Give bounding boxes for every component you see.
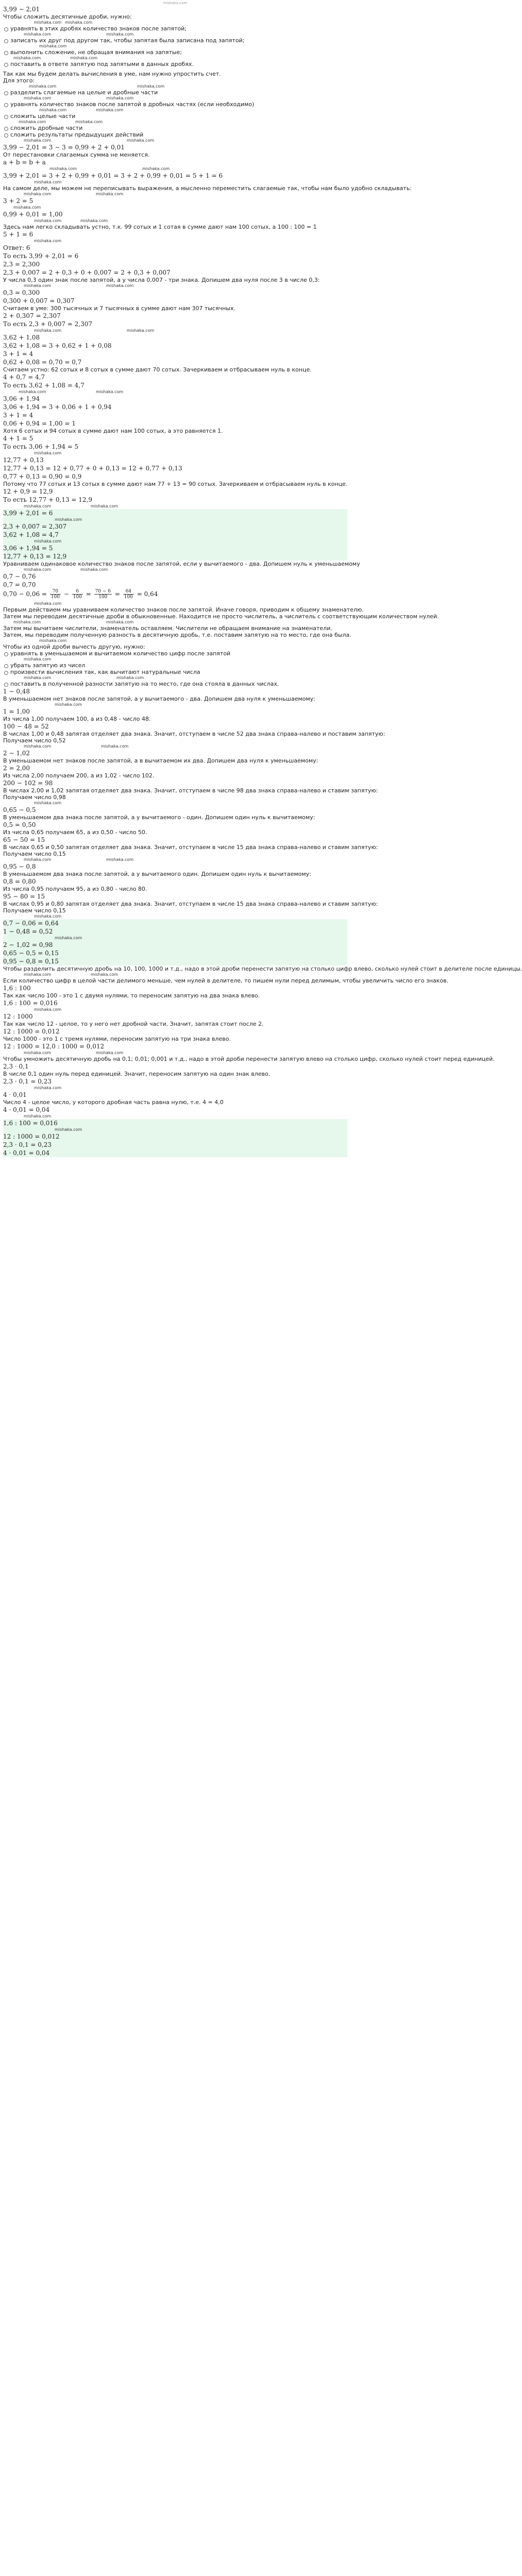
watermark: mishaka.com: [65, 20, 93, 25]
list-item: произвести вычисления так, как вычитают натуральные числа: [3, 669, 347, 675]
solution-content: [3, 5, 522, 1157]
list-item: выполнить сложение, не обращая внимания на запятые;: [3, 49, 347, 56]
watermark: mishaka.com: [34, 1086, 62, 1090]
answer: Получаем число 0,15: [3, 907, 66, 914]
equation: 200 − 102 = 98: [3, 779, 53, 787]
paragraph: Так как число 12 - целое, то у него нет дробной части. Значит, запятая стоит после 2.: [3, 1021, 264, 1027]
equation: 0,7 − 0,76: [3, 573, 36, 580]
fraction-lhs: 0,70 − 0,06 =: [3, 590, 47, 598]
answer-line: 2 − 1,02 = 0,98: [3, 941, 53, 948]
paragraph: Чтобы из одной дроби вычесть другую, нужно:: [3, 643, 145, 650]
equation: 0,06 + 0,94 = 1,00 = 1: [3, 420, 76, 427]
list-item: уравнять количество знаков после запятой в дробных частях (если необходимо): [3, 101, 347, 108]
watermark: mishaka.com: [55, 702, 82, 707]
equation: 12 : 1000 = 0,012: [3, 1028, 60, 1035]
list-item: сложить результаты предыдущих действий: [3, 131, 347, 138]
paragraph: Из числа 1,00 получаем 100, а из 0,48 - число 48.: [3, 716, 151, 722]
watermark: mishaka.com: [137, 84, 165, 89]
equation: 2,3 + 0,007 = 2 + 0,3 + 0 + 0,007 = 2 + 0,3 + 0,007: [3, 269, 171, 276]
paragraph: Из числа 0,95 получаем 95, а из 0,80 - число 80.: [3, 886, 147, 892]
watermark: mishaka.com: [24, 504, 52, 509]
paragraph: В числах 0,95 и 0,80 запятая отделяет два знака. Значит, отступаем в числе 15 два знака справа-налево и ставим запятую:: [3, 901, 378, 907]
watermark: mishaka.com: [34, 328, 62, 333]
paragraph: Чтобы разделить десятичную дробь на 10, 100, 1000 и т.д., надо в этой дроби перенести запятую на столько цифр влево, сколько нулей стоит в делителе после единицы.: [3, 965, 522, 972]
equation: 2 − 1,02: [3, 750, 30, 757]
equation: 0,95 − 0,8: [3, 863, 36, 870]
watermark: mishaka.com: [80, 218, 108, 223]
watermark: mishaka.com: [49, 166, 77, 171]
answer: То есть 3,06 + 1,94 = 5: [3, 443, 79, 450]
fraction: $\frac{70}{100}$: [50, 589, 60, 600]
equation: То есть 3,99 + 2,01 = 6: [3, 252, 79, 260]
paragraph: Так как мы будем делать вычисления в уме, нам нужно упростить счет.: [3, 71, 221, 77]
paragraph: Здесь нам легко складывать устно, т.к. 99 сотых и 1 сотая в сумме дают нам 100 сотых, а 100 : 100 = 1: [3, 224, 317, 230]
answer-line: 0,7 − 0,06 = 0,64: [3, 920, 59, 927]
paragraph: Первым действием мы уравниваем количество знаков после запятой. Иначе говоря, приводим к общему знаменателю.: [3, 606, 364, 613]
watermark: mishaka.com: [106, 96, 134, 100]
answer-line: 12 : 1000 = 0,012: [3, 1133, 60, 1140]
equation: a + b = b + a: [3, 159, 46, 166]
list-item: записать их друг под другом так, чтобы запятая была записана под запятой;: [3, 37, 347, 44]
watermark: mishaka.com: [24, 96, 52, 100]
watermark: mishaka.com: [75, 120, 103, 124]
answer: То есть 12,77 + 0,13 = 12,9: [3, 496, 93, 503]
watermark: mishaka.com: [106, 620, 134, 624]
answer-line: 12,77 + 0,13 = 12,9: [3, 553, 67, 560]
watermark: mishaka.com: [55, 936, 82, 940]
watermark: mishaka.com: [91, 504, 119, 509]
equation: 3,62 + 1,08 = 3 + 0,62 + 1 + 0,08: [3, 342, 112, 349]
watermark: mishaka.com: [96, 192, 124, 196]
equation: 3,06 + 1,94: [3, 395, 40, 402]
answer-line: 1 − 0,48 = 0,52: [3, 928, 53, 935]
equation: 0,99 + 0,01 = 1,00: [3, 211, 63, 218]
watermark: mishaka.com: [24, 192, 52, 196]
watermark: mishaka.com: [106, 283, 134, 288]
watermark: mishaka.com: [34, 914, 62, 919]
equation: 3,99 − 2,01: [3, 6, 40, 13]
paragraph: В уменьшаемом нет знаков после запятой, а в вычитаемом их два. Допишем два нуля к уменьшаемому:: [3, 757, 318, 764]
paragraph: В числе 0,1 один нуль перед единицей. Значит, переносим запятую на один знак влево.: [3, 1071, 271, 1077]
watermark: mishaka.com: [24, 567, 52, 572]
equation: 100 − 48 = 52: [3, 723, 49, 730]
paragraph: Число 1000 - это 1 с тремя нулями, переносим запятую на три знака влево.: [3, 1036, 231, 1042]
answer-block: [3, 919, 347, 965]
equation: 1 = 1,00: [3, 708, 30, 715]
paragraph: Число 4 - целое число, у которого дробная часть равна нулю, т.е. 4 = 4,0: [3, 1099, 224, 1106]
watermark: mishaka.com: [96, 389, 124, 394]
watermark: mishaka.com: [34, 180, 62, 184]
paragraph: В уменьшаемом два знака после запятой, а у вычитаемого - один. Допишем один нуль к вычитаемому:: [3, 814, 315, 821]
equation: 0,77 + 0,13 = 0,90 = 0,9: [3, 473, 82, 480]
paragraph: Считаем устно: 62 сотых и 8 сотых в сумме дают 70 сотых. Зачеркиваем и отбрасываем нуль в конце.: [3, 366, 312, 373]
equation: 2,3 · 0,1: [3, 1063, 29, 1070]
equation: 2 = 2,00: [3, 765, 30, 772]
paragraph: В числах 2,00 и 1,02 запятая отделяет два знака. Значит, отступаем в числе 98 два знака справа-налево и ставим запятую:: [3, 787, 378, 794]
watermark: mishaka.com: [116, 675, 144, 680]
equation: 12 + 0,9 = 12,9: [3, 488, 53, 495]
watermark: mishaka.com: [24, 675, 52, 680]
watermark: mishaka.com: [24, 857, 52, 862]
list-item: поставить в полученной разности запятую на то место, где она стояла в данных числах.: [3, 681, 347, 687]
watermark: mishaka.com: [19, 120, 46, 124]
equation: 4 + 1 = 5: [3, 435, 33, 442]
watermark: mishaka.com: [96, 108, 124, 112]
watermark: mishaka.com: [127, 328, 155, 333]
answer-line: 3,06 + 1,94 = 5: [3, 545, 53, 552]
paragraph: Для этого:: [3, 77, 35, 84]
watermark: mishaka.com: [13, 620, 41, 624]
watermark: mishaka.com: [80, 567, 108, 572]
answer-block: [3, 509, 347, 561]
equation: 2,3 · 0,1 = 0,23: [3, 1078, 52, 1085]
fraction-result: = 0,64: [137, 590, 158, 598]
answer: То есть 3,62 + 1,08 = 4,7: [3, 382, 85, 389]
equation: 2,3 = 2,300: [3, 261, 40, 268]
answer: Ответ: 6: [3, 244, 30, 251]
watermark: mishaka.com: [29, 84, 57, 89]
equation: 0,65 − 0,5: [3, 806, 36, 814]
paragraph: От перестановки слагаемых сумма не меняется.: [3, 151, 150, 158]
equation: 4 + 0,7 = 4,7: [3, 374, 45, 381]
watermark: mishaka.com: [24, 1114, 52, 1118]
equation: 3,99 − 2,01 = 3 − 3 = 0,99 + 2 + 0,01: [3, 144, 125, 151]
fraction: $\frac{70 - 6}{100}$: [95, 589, 111, 600]
watermark: mishaka.com: [127, 138, 155, 143]
paragraph: Чтобы сложить десятичные дроби, нужно:: [3, 13, 132, 20]
watermark: mishaka.com: [24, 744, 52, 749]
equation: 12 : 1000: [3, 1013, 33, 1020]
list-item: разделить слагаемые на целые и дробные части: [3, 89, 347, 96]
equation: 3 + 1 = 4: [3, 412, 33, 419]
equation: 4 · 0,01 = 0,04: [3, 1106, 50, 1113]
paragraph: В уменьшаемом нет знаков после запятой, а у вычитаемого - два. Допишем два нуля к уменьшаемому:: [3, 696, 315, 702]
equation: 0,300 + 0,007 = 0,307: [3, 297, 75, 304]
equation: 1,6 : 100 = 0,016: [3, 999, 58, 1007]
equation: 3 + 2 = 5: [3, 197, 33, 205]
watermark: mishaka.com: [13, 56, 41, 60]
equation: 3,62 + 1,08: [3, 334, 40, 341]
watermark: mishaka.com: [34, 1007, 62, 1012]
paragraph: Уравниваем одинаковое количество знаков после запятой, если у вычитаемого - два. Допишем нуль к уменьшаемому: [3, 561, 360, 567]
equation: 2 + 0,307 = 2,307: [3, 312, 61, 319]
watermark: mishaka.com: [39, 44, 67, 48]
equation: 12,77 + 0,13 = 12 + 0,77 + 0 + 0,13 = 12 + 0,77 + 0,13: [3, 465, 182, 472]
watermark: mishaka.com: [91, 972, 119, 977]
equation: 95 − 80 = 15: [3, 893, 45, 900]
equation: 4 · 0,01: [3, 1091, 27, 1098]
equation: 12 : 1000 = 12,0 : 1000 = 0,012: [3, 1043, 105, 1050]
paragraph: У числа 0,3 один знак после запятой, а у числа 0,007 - три знака. Допишем два нуля после 3 в числе 0,3:: [3, 277, 320, 283]
equation: 3,06 + 1,94 = 3 + 0,06 + 1 + 0,94: [3, 403, 112, 411]
list-item: уравнять в этих дробях количество знаков после запятой;: [3, 25, 347, 32]
watermark: mishaka.com: [55, 1127, 82, 1132]
watermark: mishaka.com: [24, 32, 52, 37]
fraction: $\frac{6}{100}$: [73, 589, 82, 600]
watermark: mishaka.com: [24, 657, 52, 662]
equation: 0,5 = 0,50: [3, 821, 36, 828]
site-mark: mishaka.com: [163, 1, 188, 5]
watermark: mishaka.com: [55, 517, 82, 522]
paragraph: Затем мы переводим десятичные дроби в обыкновенные. Находится не просто числитель, а числитель с соответствующим количеством нулей.: [3, 613, 439, 620]
watermark: mishaka.com: [34, 239, 62, 243]
paragraph: На самом деле, мы можем не переписывать выражения, а мысленно переместить слагаемые так, чтобы нам было удобно складывать:: [3, 185, 412, 192]
paragraph: В числах 0,65 и 0,50 запятая отделяет два знака. Значит, отступаем в числе 15 два знака справа-налево и ставим запятую:: [3, 844, 378, 851]
equation: 0,3 = 0,300: [3, 289, 40, 296]
watermark: mishaka.com: [24, 1050, 52, 1055]
watermark: mishaka.com: [34, 218, 62, 223]
answer-line: 0,65 − 0,5 = 0,15: [3, 950, 59, 957]
paragraph: Из числа 0,65 получаем 65, а из 0,50 - число 50.: [3, 829, 147, 836]
watermark: mishaka.com: [106, 32, 134, 37]
equation: 0,7 = 0,70: [3, 581, 36, 588]
watermark: mishaka.com: [19, 389, 46, 394]
watermark: mishaka.com: [106, 857, 134, 862]
list-item: сложить целые части: [3, 113, 347, 120]
answer-line: 3,62 + 1,08 = 4,7: [3, 531, 59, 538]
answer-line: 3,99 + 2,01 = 6: [3, 510, 53, 517]
equation: 12,77 + 0,13: [3, 456, 44, 464]
watermark: mishaka.com: [34, 451, 62, 455]
paragraph: В числах 1,00 и 0,48 запятая отделяет два знака. Значит, отступаем в числе 52 два знака справа-налево и поставим запятую:: [3, 731, 385, 737]
list-item: сложить дробные части: [3, 125, 347, 131]
equation: 1 − 0,48: [3, 688, 30, 695]
answer-line: 2,3 · 0,1 = 0,23: [3, 1141, 52, 1148]
watermark: mishaka.com: [142, 166, 170, 171]
answer-line: 4 · 0,01 = 0,04: [3, 1149, 50, 1157]
equation: 0,62 + 0,08 = 0,70 = 0,7: [3, 359, 82, 366]
paragraph: Из числа 2,00 получаем 200, а из 1,02 - число 102.: [3, 772, 155, 779]
answer: То есть 2,3 + 0,007 = 2,307: [3, 320, 93, 328]
answer-line: 0,95 − 0,8 = 0,15: [3, 958, 59, 965]
equation: 5 + 1 = 6: [3, 231, 33, 238]
watermark: mishaka.com: [70, 56, 98, 60]
watermark: mishaka.com: [101, 744, 129, 749]
paragraph: Хотя 6 сотых и 94 сотых в сумме дают нам 100 сотых, а это равняется 1.: [3, 428, 223, 434]
equation: 0,8 = 0,80: [3, 878, 36, 885]
equation: 1,6 : 100: [3, 985, 31, 992]
answer: Получаем число 0,15: [3, 851, 66, 857]
watermark: mishaka.com: [96, 1050, 124, 1055]
paragraph: Затем мы вычитаем числители, знаменатель оставляем. Числители не обращаем внимание на знаменатели.: [3, 625, 332, 632]
paragraph: Считаем в уме: 300 тысячных и 7 тысячных в сумме дают нам 307 тысячных.: [3, 305, 235, 312]
fraction: $\frac{64}{100}$: [124, 589, 133, 600]
answer-line: 2,3 + 0,007 = 2,307: [3, 523, 67, 530]
watermark: mishaka.com: [24, 972, 52, 977]
paragraph: В уменьшаемом два знака после запятой, а у вычитаемого один. Допишем один нуль к вычитаемому:: [3, 871, 311, 877]
fraction-equation: 0,70 − 0,06 = $\frac{70}{100}$ − $\frac{6}{100}$ = $\frac{70 - 6}{100}$ = $\frac{64}{100}$ = 0,64: [3, 589, 158, 600]
watermark: mishaka.com: [24, 138, 52, 143]
paragraph: Чтобы умножить десятичную дробь на 0,1; 0,01; 0,001 и т.д., надо в этой дроби перенести запятую влево на столько цифр, сколько нулей стоит перед единицей.: [3, 1056, 495, 1062]
list-item: убрать запятую из чисел: [3, 662, 347, 669]
watermark: mishaka.com: [34, 601, 62, 606]
watermark: mishaka.com: [13, 205, 41, 210]
list-item: уравнять в уменьшаемом и вычитаемом количество цифр после запятой: [3, 650, 347, 657]
equation: 3 + 1 = 4: [3, 350, 33, 358]
answer: Получаем число 0,52: [3, 737, 66, 744]
watermark: mishaka.com: [34, 539, 62, 544]
paragraph: Потому что 77 сотых и 13 сотых в сумме дают нам 77 + 13 = 90 сотых. Зачеркиваем и отбрасываем нуль в конце.: [3, 481, 348, 487]
list-item: поставить в ответе запятую под запятыми в данных дробях.: [3, 61, 347, 67]
answer: Получаем число 0,98: [3, 794, 66, 801]
paragraph: Если количество цифр в целой части делимого меньше, чем нулей в делителе, то пишем нули перед делимым, чтобы увеличить число его знаков.: [3, 977, 449, 984]
answer-block: [3, 1119, 347, 1157]
paragraph: Затем, мы переводим полученную разность в десятичную дробь, т.е. поставим запятую на то место, где она была.: [3, 632, 351, 638]
answer-line: 1,6 : 100 = 0,016: [3, 1120, 58, 1127]
watermark: mishaka.com: [34, 20, 62, 25]
paragraph: Так как число 100 - это 1 с двумя нулями, то переносим запятую на два знака влево.: [3, 992, 260, 999]
equation: 3,99 + 2,01 = 3 + 2 + 0,99 + 0,01 = 3 + 2 + 0,99 + 0,01 = 5 + 1 = 6: [3, 172, 223, 179]
watermark: mishaka.com: [39, 638, 67, 643]
equation: 65 − 50 = 15: [3, 836, 45, 843]
watermark: mishaka.com: [24, 283, 52, 288]
watermark: mishaka.com: [34, 801, 62, 805]
watermark: mishaka.com: [39, 108, 67, 112]
